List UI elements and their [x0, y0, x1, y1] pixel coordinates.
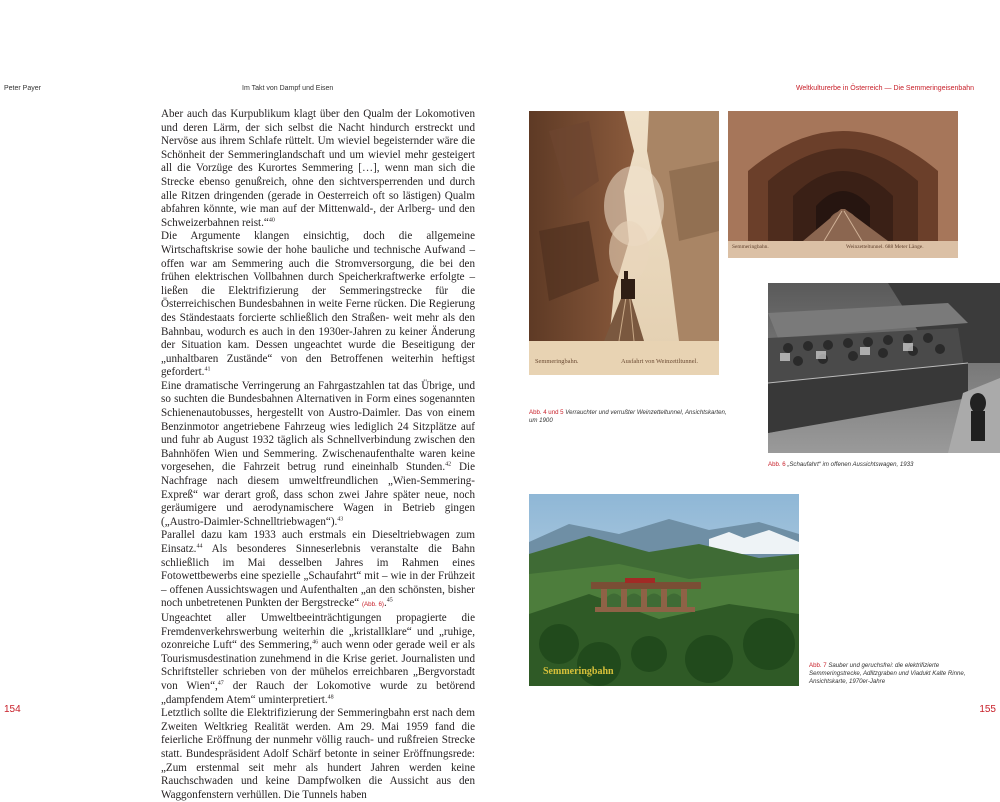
footnote-ref: 48 [327, 693, 334, 700]
paragraph-text: der Rauch der Lokomotive wurde zu betörend „dampfendem Atem“ uminterpretiert. [161, 679, 475, 706]
paragraph-text: Ungeachtet aller Umweltbeeinträchtigungen propagierte die Fremdenverkehrswerbung weiterhin die „kristallklare“ und „ruhige, ozonreiche Luft“ des Semmering, [161, 611, 475, 652]
footnote-ref: 40 [268, 217, 275, 224]
paragraph-text: Die Argumente klangen einsichtig, doch die allgemeine Wirtschaftskrise sowie der hohe bauliche und technische Aufwand – offen war am Semmering auch die Stromversorgung, die bei den frühen elektrischen Vollbahnen durch Speicherkraftwerke erfolgte – ließen die Elektrifizierung der Semmeringstrecke für die Österreichischen Bundesbahnen in weite Ferne rücken. Die Regierung des Ständestaats forcierte schließlich den Straßen- weit mehr als den Bahnbau, wodurch es auch in den 1930er-Jahren zu keiner Änderung der Situation kam. Dessen ungeachtet wurde die Beseitigung der „unhaltbaren Zustände“ von den Betroffenen weiterhin heftigst gefordert. [161, 230, 475, 379]
caption-number: Abb. 4 und 5 [529, 409, 564, 416]
body-paragraph [161, 707, 475, 802]
paragraph-text: Letztlich sollte die Elektrifizierung der Semmeringbahn erst nach dem Zweiten Weltkrieg Realität werden. Am 29. Mai 1959 fand die feierliche Eröffnung der nunmehr völlig rauch- und rußfreien Strecke statt. Bundespräsident Adolf Schärf betonte in seiner Eröffnungsrede: „Zum erstenmal seit mehr als hundert Jahren werden keine Rauchschwaden und keine Dampfwolken die Aussicht aus den Waggonfenstern verhüllen. Die Tunnels haben [161, 707, 475, 801]
postcard-label-left: Semmeringbahn. [535, 358, 579, 365]
footnote-ref: 45 [386, 597, 393, 604]
body-paragraph [161, 230, 475, 380]
body-text-column [161, 108, 475, 802]
running-head-author: Peter Payer [4, 85, 41, 92]
caption-text: „Schaufahrt“ im offenen Aussichtswagen, 1933 [787, 461, 914, 468]
paragraph-text: auch wenn oder gerade weil er als Tourismusdestination zunehmend in die Krise geriet. Journalisten und Schriftsteller schrieben von der mühelos erreichbaren „Bergvorstadt von Wien“, [161, 639, 475, 692]
postcard-label-right: Ausfahrt von Weinzettltunnel. [621, 358, 698, 365]
footnote-ref: 46 [312, 639, 319, 646]
paragraph-text: . [383, 597, 387, 610]
paragraph-text: Als besonderes Sinneserlebnis veranstalte die Bahn schließlich im Mai desselben Jahres im Rahmen eines Fotowettbewerbs eine spezielle „Schaufahrt“ mit – wie in der Frühzeit – offenen Aussichtswagen und Aufenthalten „an den schönsten, bisher noch unbetretenen Punkten der Bergstrecke“ [161, 543, 475, 610]
photo-tunnel-exit-postcard [529, 111, 719, 375]
footnote-ref: 47 [217, 680, 224, 687]
paragraph-text: Die Nachfrage nach diesem umweltfreundlichen „Wien-Semmering-Expreß“ war derart groß, dass schon zwei Jahre später neue, noch geräumigere und aerodynamischere Wagen in Betrieb gingen („Austro-Daimler-Schnelltriebwagen“). [161, 461, 475, 528]
photo-viaduct-postcard [529, 494, 799, 686]
photo-observation-car [768, 283, 1000, 453]
postcard-label: Semmeringbahn [543, 666, 614, 677]
caption-abb-6 [768, 461, 1000, 469]
postcard-label-left: Semmeringbahn. [732, 244, 769, 250]
caption-abb-7 [809, 662, 969, 687]
paragraph-text: Parallel dazu kam 1933 auch erstmals ein Dieseltriebwagen zum Einsatz. [161, 529, 475, 555]
page-number-left: 154 [4, 704, 21, 715]
footnote-ref: 43 [337, 516, 344, 523]
caption-text: Sauber und geruchsfrei: die elektrifizierte Semmeringstrecke, Adlitzgraben und Viadukt Kalte Rinne, Ansichtskarte, 1970er-Jahre [809, 662, 966, 686]
photo-tunnel-interior-postcard [728, 111, 958, 258]
page-number-right: 155 [979, 704, 996, 715]
caption-number: Abb. 7 [809, 662, 827, 669]
body-paragraph [161, 529, 475, 612]
running-head-section: Weltkulturerbe in Österreich — Die Semmeringeisenbahn [795, 85, 974, 92]
paragraph-text: Aber auch das Kurpublikum klagt über den Qualm der Lokomotiven und deren Lärm, der sich selbst die Nacht hindurch erstreckt und Nervöse aus ihrem Schlafe rüttelt. Um wieviel begeisternder wäre die Schönheit der Semmeringlandschaft und um wieviel mehr gesteigert all die Vorzüge des Kurortes Semmering […], wenn man sich die Strecke ebenso genußreich, ohne den sichtversperrenden und durch alle Ritzen dringenden (gerade in Oesterreich oft so lästigen) Qualm abfahren könnte, wie man auf der Mittenwald-, der Arlberg- und den Schweizerbahnen reist.“ [161, 108, 475, 229]
footnote-ref: 42 [445, 461, 452, 468]
footnote-ref: 44 [196, 543, 203, 550]
postcard-label-right: Weinzetteltunnel. 688 Meter Länge. [846, 244, 924, 250]
running-head-title: Im Takt von Dampf und Eisen [242, 85, 334, 92]
caption-abb-4-5 [529, 409, 729, 425]
body-paragraph [161, 380, 475, 530]
figure-reference: (Abb. 6) [361, 601, 384, 609]
caption-number: Abb. 6 [768, 461, 786, 468]
body-paragraph [161, 108, 475, 230]
paragraph-text: Eine dramatische Verringerung an Fahrgastzahlen tat das Übrige, und so suchten die Bundesbahnen Alternativen in Form eines sogenannten Schienenautobusses, hergestellt von Austro-Daimler. Das von einem Benzinmotor angetriebene Fahrzeug wies lediglich 24 Sitzplätze auf und fuhr ab August 1932 täglich als Schnellverbindung zwischen den Bahnhöfen Wien und Semmering. Zwischenaufenthalte waren keine vorgesehen, die Fahrzeit betrug rund eineinhalb Stunden. [161, 379, 475, 474]
body-paragraph [161, 612, 475, 707]
footnote-ref: 41 [204, 366, 211, 373]
caption-text: Verrauchter und verrußter Weinzetteltunnel, Ansichtskarten, um 1900 [529, 409, 727, 425]
